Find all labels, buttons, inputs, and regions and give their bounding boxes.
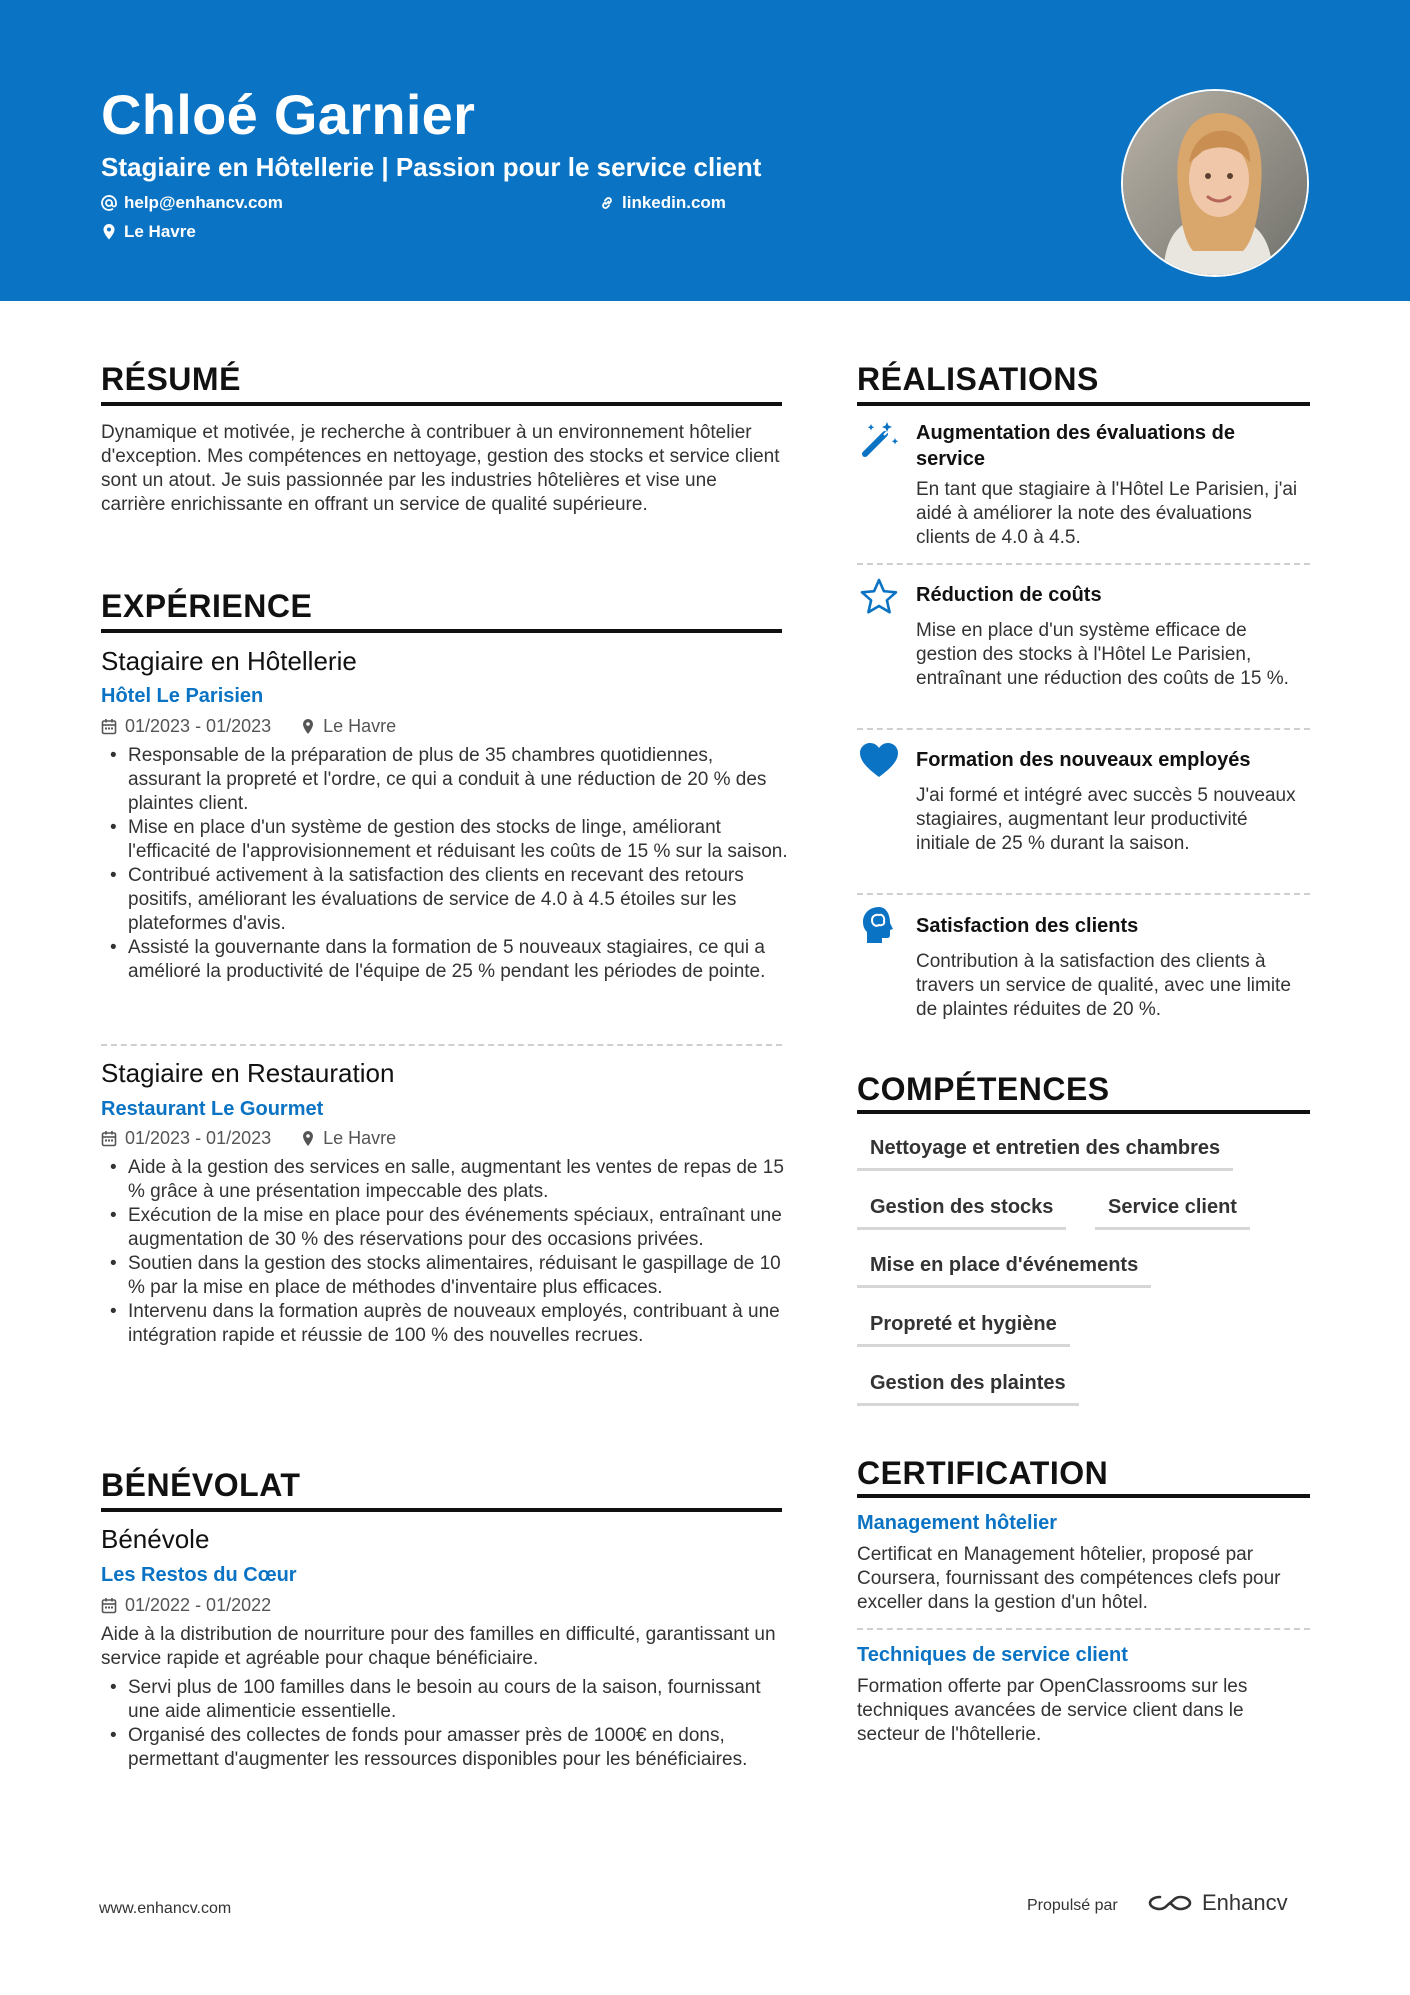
- list-item: • Mise en place d'un système de gestion des stocks de linge, améliorant l'efficacité de l'approvisionnement et réduisant les coûts de 15 % sur la saison.: [101, 816, 791, 864]
- skill-tag: Service client: [1095, 1190, 1250, 1230]
- entry-divider: [857, 1628, 1310, 1630]
- achievement-description: En tant que stagiaire à l'Hôtel Le Parisien, j'ai aidé à améliorer la note des évaluations clients de 4.0 à 4.5.: [916, 479, 1298, 548]
- achievements-heading: RÉALISATIONS: [857, 361, 1099, 397]
- calendar-icon: [101, 1597, 117, 1614]
- job-location: Le Havre: [323, 1128, 397, 1148]
- achievement-description: J'ai formé et intégré avec succès 5 nouveaux stagiaires, augmentant leur productivité initiale de 25 % durant la saison.: [916, 785, 1296, 854]
- job-meta: [101, 716, 396, 737]
- email-contact[interactable]: [101, 193, 283, 213]
- company-name: Hôtel Le Parisien: [101, 685, 264, 707]
- location-text: Le Havre: [124, 222, 196, 241]
- certification-title: Techniques de service client: [857, 1644, 1128, 1666]
- job-dates: 01/2023 - 01/2023: [125, 1128, 272, 1148]
- job-location: Le Havre: [323, 716, 397, 736]
- section-divider: [857, 1494, 1310, 1498]
- skills-heading: COMPÉTENCES: [857, 1071, 1110, 1107]
- brand-name: Enhancv: [1202, 1890, 1288, 1915]
- entry-divider: [857, 728, 1310, 730]
- star-icon: [857, 575, 901, 619]
- head-brain-icon: [857, 903, 901, 947]
- volunteer-meta: [101, 1595, 271, 1616]
- experience-heading: EXPÉRIENCE: [101, 588, 313, 624]
- skill-tag: Nettoyage et entretien des chambres: [857, 1131, 1233, 1171]
- section-divider: [857, 402, 1310, 406]
- header-banner: [0, 0, 1410, 301]
- job-bullets: [101, 744, 791, 984]
- entry-divider: [857, 893, 1310, 895]
- section-divider: [101, 1508, 782, 1512]
- achievement-title: Formation des nouveaux employés: [916, 749, 1251, 771]
- skill-tag: Gestion des stocks: [857, 1190, 1066, 1230]
- list-item: • Soutien dans la gestion des stocks alimentaires, réduisant le gaspillage de 10 % par la mise en place de méthodes d'inventaire plus efficaces.: [101, 1252, 791, 1300]
- location-pin-icon: [101, 223, 117, 241]
- job-dates: 01/2023 - 01/2023: [125, 716, 272, 736]
- magic-wand-icon: [857, 418, 901, 462]
- list-item: • Intervenu dans la formation auprès de nouveaux employés, contribuant à une intégration rapide et réussie de 100 % des nouvelles recrues.: [101, 1300, 791, 1348]
- profile-photo: [1121, 89, 1309, 277]
- link-icon: [599, 195, 615, 211]
- email-text: help@enhancv.com: [124, 193, 283, 212]
- calendar-icon: [101, 718, 117, 735]
- resume-summary: Dynamique et motivée, je recherche à contribuer à un environnement hôtelier d'exception. Mes compétences en nettoyage, gestion des stocks et service client sont un atout. Je suis passionnée par les industries hôtelières et vise une carrière enrichissante en offrant un service de qualité supérieure.: [101, 422, 780, 515]
- certification-description: Certificat en Management hôtelier, proposé par Coursera, fournissant des compétences clefs pour exceller dans la gestion d'un hôtel.: [857, 1544, 1281, 1613]
- certification-title: Management hôtelier: [857, 1512, 1058, 1534]
- achievement-description: Contribution à la satisfaction des clients à travers un service de qualité, avec une limite de plaintes réduites de 20 %.: [916, 951, 1291, 1020]
- location-pin-icon: [301, 1130, 315, 1147]
- volunteer-bullets: [101, 1676, 791, 1772]
- job-title: Stagiaire en Hôtellerie: [101, 646, 357, 676]
- footer-website[interactable]: www.enhancv.com: [99, 1900, 232, 1917]
- linkedin-text: linkedin.com: [622, 193, 726, 212]
- calendar-icon: [101, 1130, 117, 1147]
- certification-heading: CERTIFICATION: [857, 1455, 1109, 1491]
- linkedin-contact[interactable]: [599, 193, 726, 213]
- section-divider: [101, 402, 782, 406]
- list-item: • Responsable de la préparation de plus de 35 chambres quotidiennes, assurant la propreté et l'ordre, ce qui a conduit à une réduction de 20 % des plaintes client.: [101, 744, 791, 816]
- at-icon: [101, 195, 117, 211]
- location-contact: [101, 222, 196, 242]
- achievement-title: Satisfaction des clients: [916, 915, 1139, 937]
- heart-icon: [857, 739, 901, 783]
- skill-tag: Mise en place d'événements: [857, 1248, 1151, 1288]
- company-name: Restaurant Le Gourmet: [101, 1098, 324, 1120]
- certification-description: Formation offerte par OpenClassrooms sur les techniques avancées de service client dans le secteur de l'hôtellerie.: [857, 1676, 1248, 1745]
- volunteer-summary: Aide à la distribution de nourriture pour des familles en difficulté, garantissant un service rapide et agréable pour chaque bénéficiaire.: [101, 1624, 776, 1669]
- list-item: • Aide à la gestion des services en salle, augmentant les ventes de repas de 15 % grâce à une présentation impeccable des plats.: [101, 1156, 791, 1204]
- volunteer-role: Bénévole: [101, 1524, 210, 1554]
- candidate-tagline: Stagiaire en Hôtellerie | Passion pour le service client: [101, 152, 762, 182]
- job-meta: [101, 1128, 396, 1149]
- job-bullets: [101, 1156, 791, 1348]
- job-title: Stagiaire en Restauration: [101, 1058, 395, 1088]
- achievement-title: Augmentation des évaluations de service: [916, 422, 1235, 470]
- resume-heading: RÉSUMÉ: [101, 361, 241, 397]
- volunteer-dates: 01/2022 - 01/2022: [125, 1595, 272, 1615]
- list-item: • Servi plus de 100 familles dans le besoin au cours de la saison, fournissant une aide alimenticie essentielle.: [101, 1676, 791, 1724]
- list-item: • Assisté la gouvernante dans la formation de 5 nouveaux stagiaires, ce qui a amélioré la productivité de l'équipe de 25 % pendant les périodes de pointe.: [101, 936, 791, 984]
- section-divider: [857, 1110, 1310, 1114]
- entry-divider: [101, 1044, 782, 1046]
- powered-by-label: Propulsé par: [1027, 1897, 1118, 1914]
- achievement-title: Réduction de coûts: [916, 584, 1102, 606]
- list-item: • Contribué activement à la satisfaction des clients en recevant des retours positifs, améliorant les évaluations de service de 4.0 à 4.5 étoiles sur les plateformes d'avis.: [101, 864, 791, 936]
- location-pin-icon: [301, 718, 315, 735]
- volunteer-org: Les Restos du Cœur: [101, 1564, 297, 1586]
- list-item: • Exécution de la mise en place pour des événements spéciaux, entraînant une augmentation de 30 % des réservations pour des occasions privées.: [101, 1204, 791, 1252]
- candidate-name: Chloé Garnier: [101, 83, 476, 146]
- volunteer-heading: BÉNÉVOLAT: [101, 1467, 301, 1503]
- brand-logo[interactable]: [1146, 1890, 1288, 1916]
- enhancv-logo-icon: [1146, 1891, 1194, 1915]
- list-item: • Organisé des collectes de fonds pour amasser près de 1000€ en dons, permettant d'augmenter les ressources disponibles pour les bénéficiaires.: [101, 1724, 791, 1772]
- entry-divider: [857, 563, 1310, 565]
- skill-tag: Propreté et hygiène: [857, 1307, 1070, 1347]
- skill-tag: Gestion des plaintes: [857, 1366, 1079, 1406]
- achievement-description: Mise en place d'un système efficace de gestion des stocks à l'Hôtel Le Parisien, entraînant une réduction des coûts de 15 %.: [916, 620, 1289, 689]
- section-divider: [101, 629, 782, 633]
